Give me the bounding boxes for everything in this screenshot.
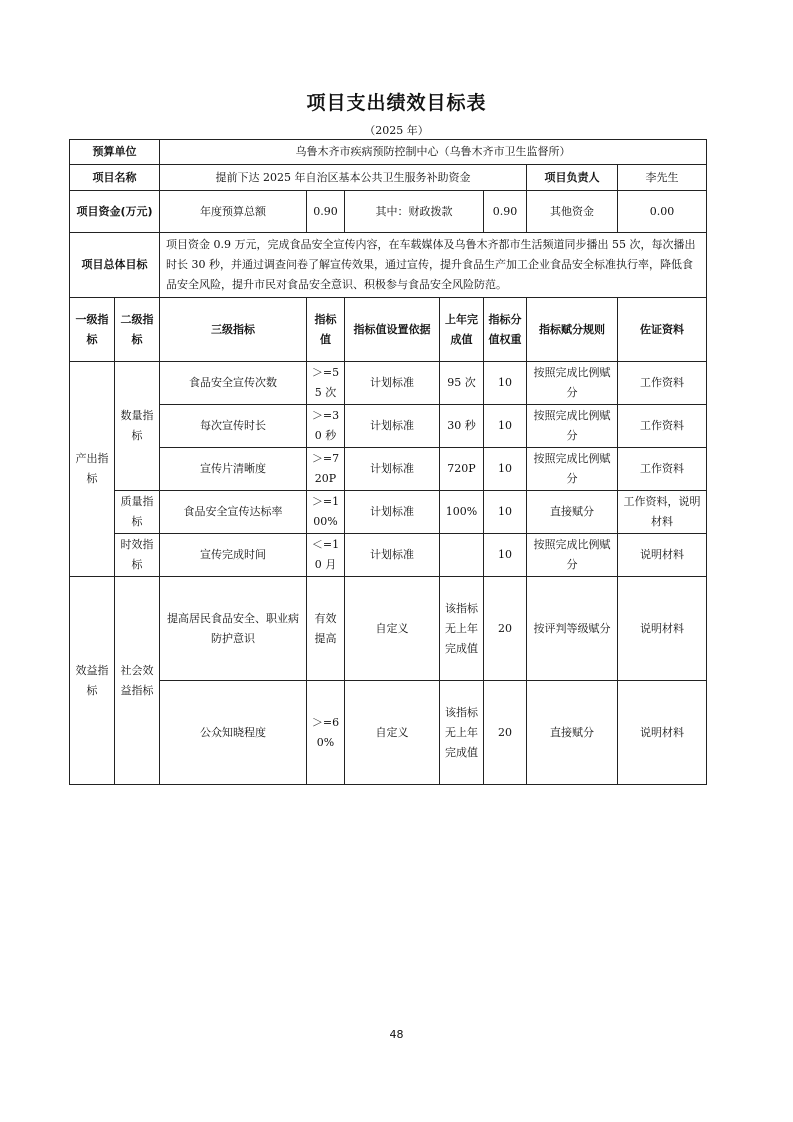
group-output: 产出指标	[70, 362, 115, 577]
group-quantity: 数量指标	[115, 362, 160, 491]
col-evidence: 佐证资料	[618, 298, 707, 362]
annual-budget-value: 0.90	[307, 191, 345, 233]
indicator-basis: 计划标准	[345, 448, 440, 491]
indicator-name: 每次宣传时长	[160, 405, 307, 448]
indicator-evidence: 说明材料	[618, 681, 707, 785]
table-row	[70, 448, 707, 491]
col-value: 指标值	[307, 298, 345, 362]
indicator-weight: 10	[484, 362, 527, 405]
indicator-basis: 计划标准	[345, 362, 440, 405]
indicator-value: ＞=60%	[307, 681, 345, 785]
indicator-name: 公众知晓程度	[160, 681, 307, 785]
funds-row	[70, 191, 707, 233]
other-funds-value: 0.00	[618, 191, 707, 233]
indicator-basis: 计划标准	[345, 491, 440, 534]
indicator-weight: 20	[484, 577, 527, 681]
group-timeliness: 时效指标	[115, 534, 160, 577]
annual-budget-label: 年度预算总额	[160, 191, 307, 233]
indicator-last-year: 该指标无上年完成值	[440, 681, 484, 785]
col-last-year: 上年完成值	[440, 298, 484, 362]
indicator-name: 宣传片清晰度	[160, 448, 307, 491]
indicator-weight: 10	[484, 491, 527, 534]
table-row	[70, 577, 707, 681]
indicator-rule: 按照完成比例赋分	[527, 362, 618, 405]
indicator-rule: 按照完成比例赋分	[527, 534, 618, 577]
indicator-evidence: 说明材料	[618, 534, 707, 577]
fiscal-label: 其中：财政拨款	[345, 191, 484, 233]
indicator-last-year: 100%	[440, 491, 484, 534]
col-level3: 三级指标	[160, 298, 307, 362]
project-name-value: 提前下达 2025 年自治区基本公共卫生服务补助资金	[160, 165, 527, 191]
indicator-name: 宣传完成时间	[160, 534, 307, 577]
project-leader-label: 项目负责人	[527, 165, 618, 191]
indicator-evidence: 工作资料，说明材料	[618, 491, 707, 534]
indicator-rule: 直接赋分	[527, 491, 618, 534]
indicator-rule: 按照完成比例赋分	[527, 448, 618, 491]
indicator-weight: 10	[484, 534, 527, 577]
indicator-name: 提高居民食品安全、职业病防护意识	[160, 577, 307, 681]
indicator-last-year	[440, 534, 484, 577]
indicator-name: 食品安全宣传次数	[160, 362, 307, 405]
col-weight: 指标分值权重	[484, 298, 527, 362]
group-benefit: 效益指标	[70, 577, 115, 785]
indicator-value: ＜=10 月	[307, 534, 345, 577]
goal-text: 项目资金 0.9 万元，完成食品安全宣传内容，在车载媒体及乌鲁木齐都市生活频道同步播出 55 次，每次播出时长 30 秒，并通过调查问卷了解宣传效果，通过宣传，提升食品生产加工企业食品安全标准执行率，降低食品安全风险，提升市民对食品安全意识、积极参与食品安全风险防范。	[160, 233, 707, 298]
indicator-evidence: 说明材料	[618, 577, 707, 681]
budget-unit-row	[70, 140, 707, 165]
group-quality: 质量指标	[115, 491, 160, 534]
indicator-basis: 自定义	[345, 681, 440, 785]
indicator-last-year: 30 秒	[440, 405, 484, 448]
project-name-label: 项目名称	[70, 165, 160, 191]
indicator-last-year: 该指标无上年完成值	[440, 577, 484, 681]
indicator-value: ＞=720P	[307, 448, 345, 491]
indicator-last-year: 720P	[440, 448, 484, 491]
indicator-basis: 计划标准	[345, 405, 440, 448]
table-row	[70, 362, 707, 405]
column-header-row	[70, 298, 707, 362]
indicator-evidence: 工作资料	[618, 448, 707, 491]
year-subtitle: （2025 年）	[364, 124, 429, 137]
indicator-name: 食品安全宣传达标率	[160, 491, 307, 534]
indicator-rule: 按照完成比例赋分	[527, 405, 618, 448]
indicator-evidence: 工作资料	[618, 362, 707, 405]
indicator-basis: 自定义	[345, 577, 440, 681]
indicator-rule: 按评判等级赋分	[527, 577, 618, 681]
col-rule: 指标赋分规则	[527, 298, 618, 362]
table-row	[70, 534, 707, 577]
indicator-weight: 10	[484, 448, 527, 491]
col-level2: 二级指标	[115, 298, 160, 362]
fiscal-value: 0.90	[484, 191, 527, 233]
budget-unit-label: 预算单位	[70, 140, 160, 165]
table-row	[70, 491, 707, 534]
performance-table	[69, 139, 707, 785]
goal-label: 项目总体目标	[70, 233, 160, 298]
other-funds-label: 其他资金	[527, 191, 618, 233]
group-social: 社会效益指标	[115, 577, 160, 785]
budget-unit-value: 乌鲁木齐市疾病预防控制中心（乌鲁木齐市卫生监督所）	[160, 140, 707, 165]
indicator-rule: 直接赋分	[527, 681, 618, 785]
page-number: 48	[389, 1028, 404, 1041]
indicator-weight: 20	[484, 681, 527, 785]
funds-label: 项目资金(万元)	[70, 191, 160, 233]
page-title: 项目支出绩效目标表	[306, 92, 487, 114]
project-leader-value: 李先生	[618, 165, 707, 191]
col-basis: 指标值设置依据	[345, 298, 440, 362]
indicator-last-year: 95 次	[440, 362, 484, 405]
indicator-value: 有效提高	[307, 577, 345, 681]
indicator-value: ＞=30 秒	[307, 405, 345, 448]
indicator-value: ＞=55 次	[307, 362, 345, 405]
table-row	[70, 405, 707, 448]
goal-row	[70, 233, 707, 298]
col-level1: 一级指标	[70, 298, 115, 362]
indicator-value: ＞=100%	[307, 491, 345, 534]
indicator-weight: 10	[484, 405, 527, 448]
indicator-basis: 计划标准	[345, 534, 440, 577]
project-name-row	[70, 165, 707, 191]
table-row	[70, 681, 707, 785]
indicator-evidence: 工作资料	[618, 405, 707, 448]
